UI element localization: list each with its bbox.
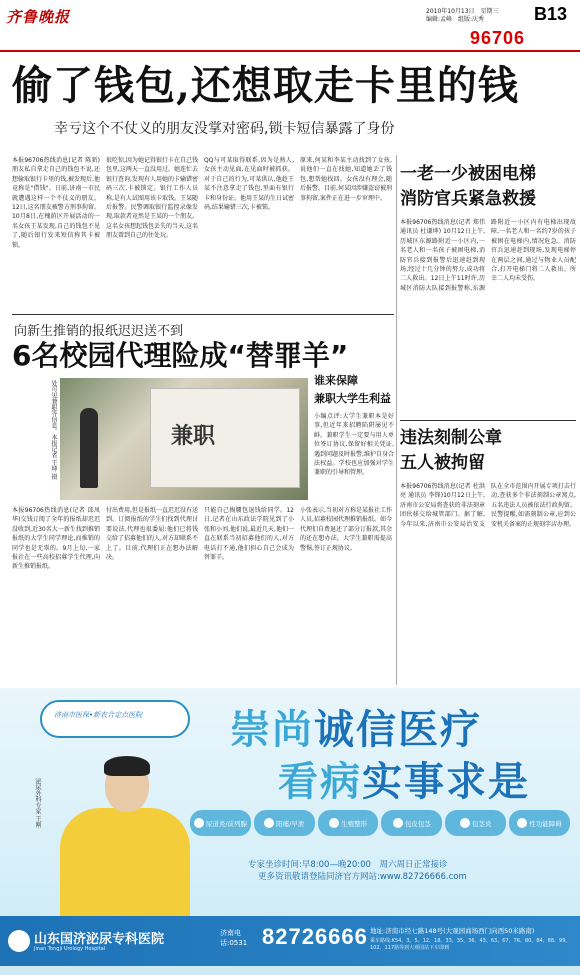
hospital-name: 山东国济泌尿专科医院 <box>34 932 165 947</box>
ad-badge: 济南市医保•新农合定点医院 <box>40 700 190 738</box>
issue-date: 2010年10月13日 星期三 <box>426 8 499 15</box>
story2-headline: 6名校园代理险成“替罪羊” <box>12 339 349 372</box>
bus-routes: 乘车路线:K54、3、5、12、18、33、35、36、43、63、67、76、80、84、88、99、102、117路等到大观园站下车即到 <box>370 938 571 951</box>
service-icon <box>194 818 204 828</box>
ad-website: 更多资讯敬请登陆同济官方网站:www.82726666.com <box>258 872 467 882</box>
service-icon <box>329 818 339 828</box>
story1-column-4: 原来,何某和李某主动找到了女孩,说他们一直在找她,知道她丢了钱包,想帮她找回。女孩没有理会,随后报警。目前,何某因涉嫌盗窃被刑事拘留,案件正在进一步审理中。 <box>300 157 392 202</box>
service-item: 尿道炎/前列腺 <box>190 810 251 836</box>
service-item: 包皮包茎 <box>381 810 442 836</box>
ad-slogan-line-1: 崇尚诚信医疗 <box>230 707 482 753</box>
ad-slogan-line-2: 看病实事求是 <box>278 759 530 805</box>
ad-clinic-hours: 专家坐诊时间:早8:00—晚20:00 周六周日正常接诊 <box>248 860 448 870</box>
story2-side-column: 小编点评:大学生兼职本是好事,但近年来招聘陷阱屡见不鲜。兼职学生一定要与用人单位签订协议,保留好相关凭证,遇到问题及时报警,维护自身合法权益。学校也应加强对学生兼职的引导和管理。 <box>314 413 394 477</box>
hospital-advertisement <box>0 688 580 975</box>
doctor-illustration <box>60 758 190 938</box>
story1-column-3: QQ与可某取得联系,因为是熟人,女孩主动见面,在见面时被抓获。对于自己的行为,可某供认,他趁王某不注意拿走了钱包,里面有银行卡和身份证。他用王某的生日试密码,结果输错三次,卡被锁。 <box>204 157 294 212</box>
main-headline: 偷了钱包,还想取走卡里的钱 <box>12 62 519 109</box>
service-icon <box>517 818 527 828</box>
doctor-hair <box>104 756 150 776</box>
right-article-2-body: 本报96706热线消息(记者 杜洪亮 通讯员 李锋)10月12日上午,济南市公安局将查获的非法刻章团伙移交给城管部门。据了解,今年以来,济南市公安局治安支队在全市范围内开展专项打击行动,查获多个非法刻制公章窝点,五名违法人员被依法行政拘留。民警提醒,如需刻制公章,应到公安机关备案的正规刻字店办理。 <box>400 483 576 528</box>
service-item: 阳痿/早泄 <box>254 810 315 836</box>
page-number: B13 <box>534 4 568 24</box>
story2-column-1: 本报96706热线消息(记者 邱凤华)交钱订阅了全年的报纸却迟迟没收到,近30名大一新生找到推销报纸的大学生同学理论,而推销的同学也是无辜的。9月上旬,一家报社在一些高校招募学生代理,向新生推销报纸。 <box>12 507 100 571</box>
story1-column-1: 本报96706热线消息(记者 陈新) 朋友私自拿走自己的钱包不说,还想偷取银行卡里的钱,被发现后,他竟称是"借钱"。日前,济南一市民就遭遇这样一个不仗义的朋友。12日,这名朋友被警方刑事拘留。10月8日,在槐荫区开展活动的一名女孩王某发现,自己的钱包不见了,随后银行发来短信称其卡被锁。 <box>12 157 100 249</box>
story2-column-2: 付出费用,但是报纸一直迟迟没有送到。订阅报纸的学生们找到代理讨要说法,代理也很委屈:他们已将钱交给了招募他们的人,对方却联系不上了。目前,代理们正在想办法解决。 <box>106 507 198 562</box>
story2-side-headline: 谁来保障 兼职大学生利益 <box>314 374 391 405</box>
story-divider <box>12 314 394 315</box>
photo-caption: 处可见兼职等信息。本报记者 王坤 摄 <box>50 380 57 480</box>
photo-notice-board <box>150 388 300 488</box>
story2-column-4: 小张表示,当初对方称是某报社工作人员,招募校园代理推销报纸。如今代理们自费退还了部分订报款,其余的还在想办法。大学生兼职需提高警惕,签订正规协议。 <box>300 507 392 552</box>
right-article-1-title: 一老一少被困电梯 消防官兵紧急救援 <box>400 164 536 209</box>
right-article-2-title: 违法刻制公章 五人被拘留 <box>400 428 502 473</box>
hotline-number: 96706 <box>470 28 526 48</box>
story2-kicker: 向新生推销的报纸迟迟送不到 <box>14 324 184 339</box>
doctor-caption: 泌尿外科专家 王刚 <box>34 778 41 828</box>
service-icon <box>264 818 274 828</box>
service-icon <box>460 818 470 828</box>
service-item: 包茎炎 <box>445 810 506 836</box>
phone-label: 济南电话:0531 <box>220 929 248 947</box>
news-photo <box>60 378 308 500</box>
header-info <box>426 8 499 24</box>
masthead <box>0 0 580 52</box>
column-divider <box>396 155 397 685</box>
photo-person <box>80 408 98 488</box>
service-item: 性功能障碍 <box>509 810 570 836</box>
ad-service-list <box>190 810 570 836</box>
story1-column-2: 很吃惊,因为她记得银行卡在自己钱包里,这两天一直没用过。她连忙去银行查询,发现有人用她的卡输错密码三次,卡被锁定。银行工作人员称,是有人试图用该卡取钱。王某随后报警。民警调取银行监控录像发现,取款者竟然是王某的一个朋友。这名女孩想起钱包丢失的当天,这名朋友曾到自己的住处玩。 <box>106 157 198 240</box>
service-item: 生殖整形 <box>318 810 379 836</box>
newspaper-brand: 齐鲁晚报 <box>6 8 71 26</box>
right-divider <box>400 420 576 421</box>
phone-number: 82726666 <box>262 924 368 949</box>
hospital-name-english: Jinan Tongji Urology Hospital <box>34 946 106 952</box>
ad-footer-bar <box>0 916 580 966</box>
main-subheadline: 幸亏这个不仗义的朋友没掌对密码,锁卡短信暴露了身份 <box>54 121 395 137</box>
story2-column-3: 只能自己掏腰包退钱给同学。12日,记者在山东政法学院见到了小张和小刘,他们说,最近几天,他们一直在联系当初招募他们的人,对方电话打不通,他们担心自己会成为替罪羊。 <box>204 507 294 562</box>
hospital-address: 地址:济南市经七路148号(大观园商场西门向西50米路南) <box>370 927 535 935</box>
service-icon <box>393 818 403 828</box>
editor-credits: 编辑:孟峰 组版:庆秀 <box>426 16 485 23</box>
photo-board-text: 兼职 <box>171 424 216 449</box>
hospital-logo-icon <box>8 930 30 952</box>
right-article-1-body: 本报96706热线消息(记者 郑伟 通讯员 杜谦坤) 10月12日上午,历城区东源路附近一小区内,一名老人和一名孩子被困电梯,消防官兵接到报警后迅速赶到现场,经过十几分钟的努力,成功将二人救出。12日上午11时许,历城区消防大队接到报警称,东源路附近一小区内有电梯出现故障,一名老人和一名约7岁的孩子被困在电梯内,情况危急。消防官兵迅速赶到现场,发现电梯停在两层之间,通过与物业人员配合,打开电梯门将二人救出。所幸二人均未受伤。 <box>400 219 576 292</box>
